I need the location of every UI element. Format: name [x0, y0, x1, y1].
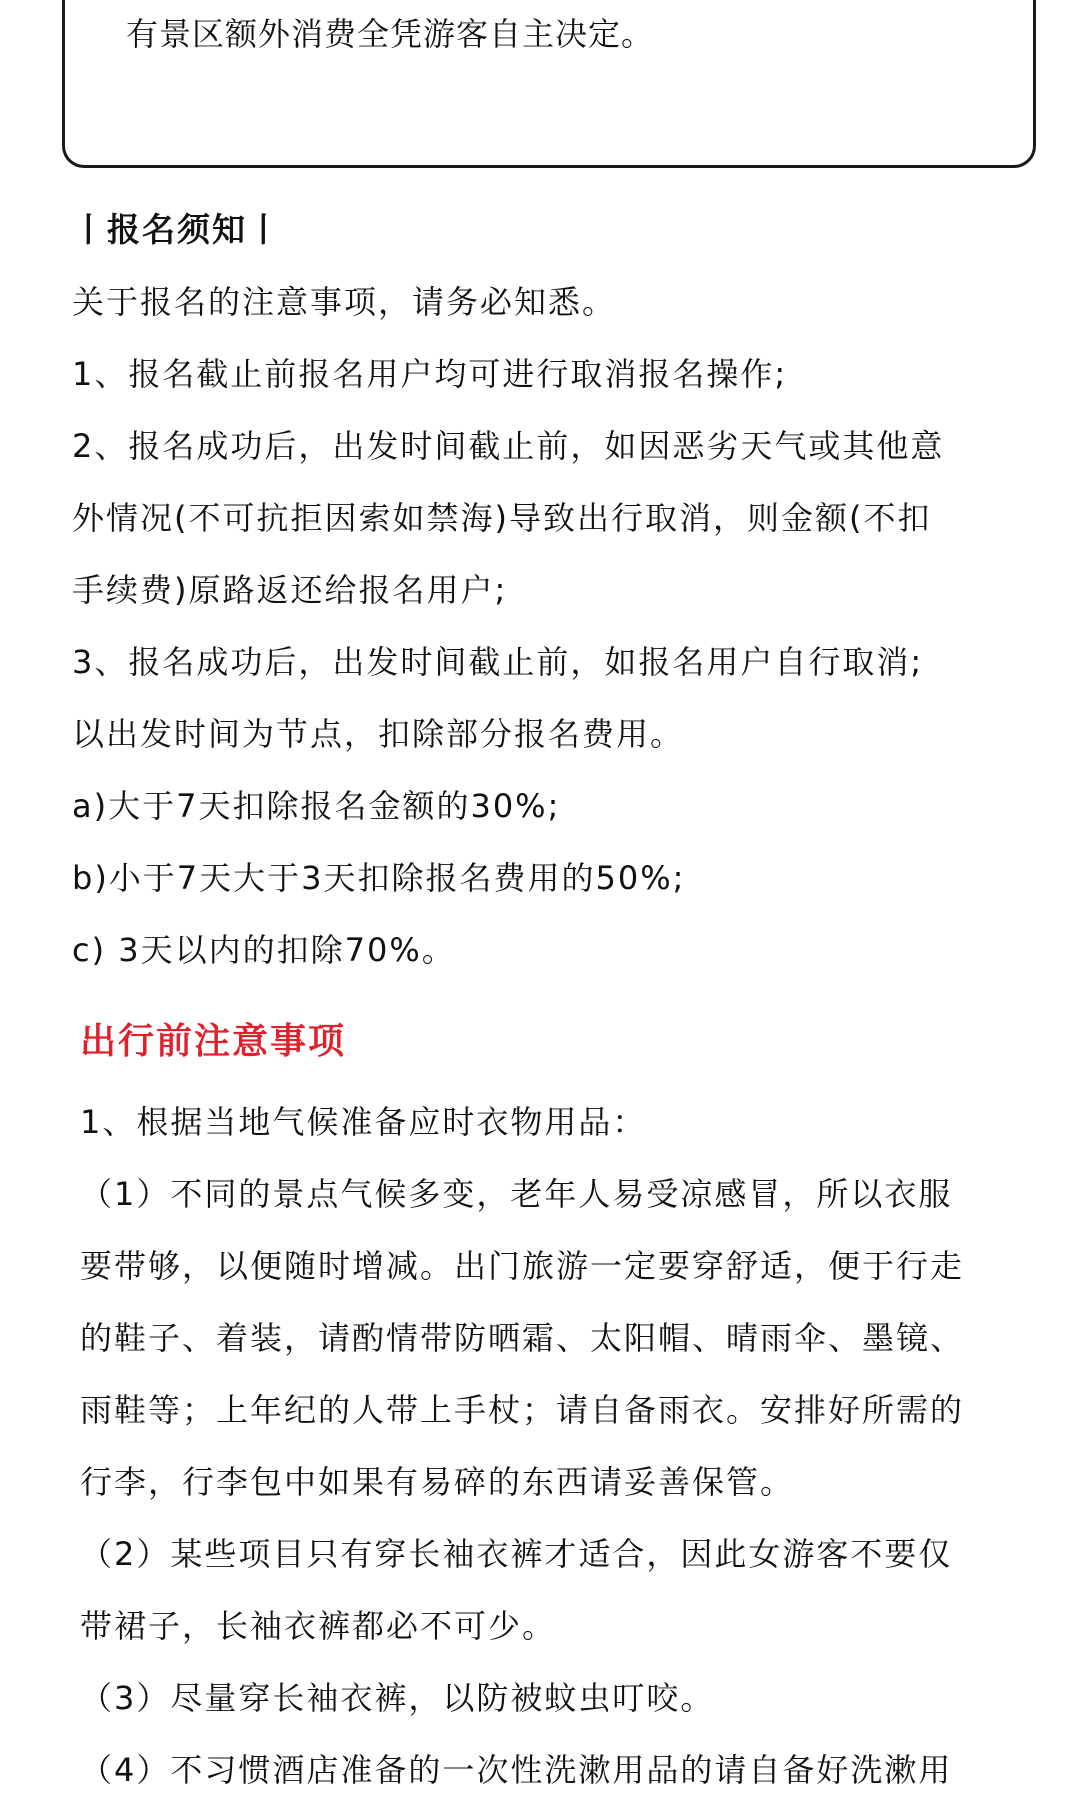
registration-line: b)小于7天大于3天扣除报名费用的50%; — [72, 859, 686, 897]
registration-line: c) 3天以内的扣除70%。 — [72, 931, 456, 969]
precaution-line: 行李，行李包中如果有易碎的东西请妥善保管。 — [80, 1463, 795, 1501]
registration-line: 手续费)原路返还给报名用户; — [72, 571, 508, 609]
registration-line: 外情况(不可抗拒因索如禁海)导致出行取消，则金额(不扣 — [72, 499, 932, 537]
precaution-line: （3）尽量穿长袖衣裤，以防被蚊虫叮咬。 — [80, 1679, 715, 1717]
registration-heading: 丨报名须知丨 — [72, 210, 282, 249]
info-box-text: 有景区额外消费全凭游客自主决定。 — [126, 15, 655, 53]
precaution-line: （1）不同的景点气候多变，老年人易受凉感冒，所以衣服 — [80, 1175, 953, 1213]
precaution-line: 雨鞋等；上年纪的人带上手杖；请自备雨衣。安排好所需的 — [80, 1391, 965, 1429]
precaution-line: 要带够，以便随时增减。出门旅游一定要穿舒适，便于行走 — [80, 1247, 965, 1285]
registration-intro: 关于报名的注意事项，请务必知悉。 — [72, 283, 617, 321]
precaution-line: （4）不习惯酒店准备的一次性洗漱用品的请自备好洗漱用 — [80, 1751, 953, 1789]
precaution-line: 带裙子，长袖衣裤都必不可少。 — [80, 1607, 557, 1645]
precautions-heading: 出行前注意事项 — [80, 1021, 347, 1062]
registration-line: 以出发时间为节点，扣除部分报名费用。 — [72, 715, 685, 753]
registration-line: 2、报名成功后，出发时间截止前，如因恶劣天气或其他意 — [72, 427, 945, 465]
registration-line: 3、报名成功后，出发时间截止前，如报名用户自行取消; — [72, 643, 924, 681]
precaution-line: 的鞋子、着装，请酌情带防晒霜、太阳帽、晴雨伞、墨镜、 — [80, 1319, 965, 1357]
precaution-line: 1、根据当地气候准备应时衣物用品： — [80, 1103, 647, 1141]
precaution-line: （2）某些项目只有穿长袖衣裤才适合，因此女游客不要仅 — [80, 1535, 953, 1573]
registration-line: 1、报名截止前报名用户均可进行取消报名操作; — [72, 355, 788, 393]
registration-line: a)大于7天扣除报名金额的30%; — [72, 787, 561, 825]
